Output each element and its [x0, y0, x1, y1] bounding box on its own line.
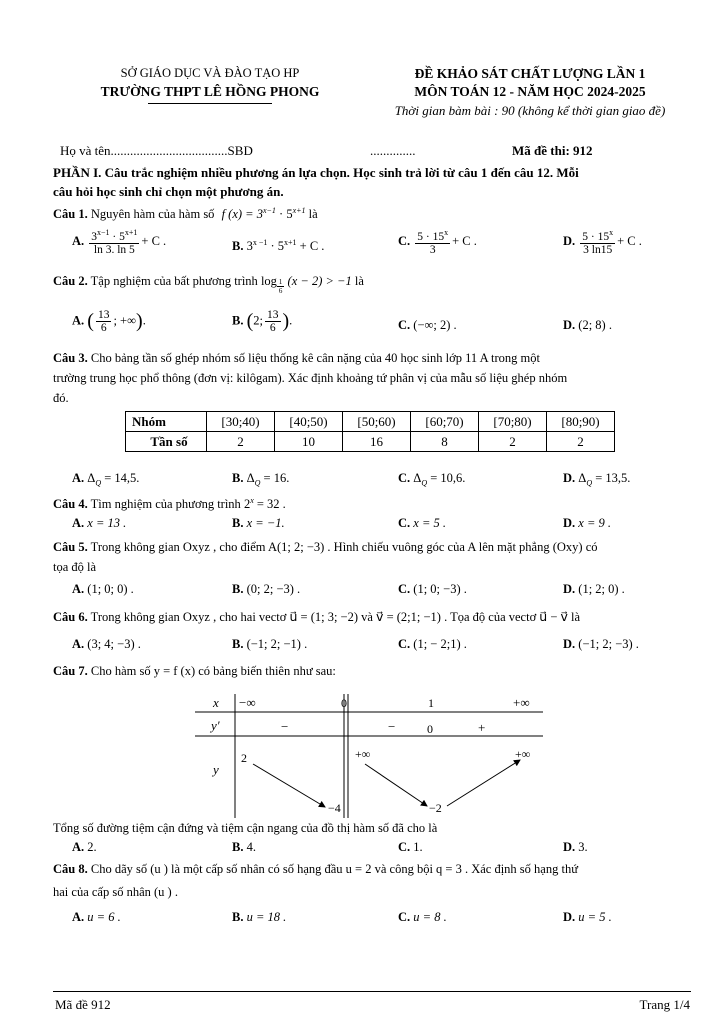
q1-option-d[interactable]: D. $\frac{5 \cdot 15^x}{3 \ln 15}$ + C .	[563, 228, 642, 256]
student-name-field: Họ và tên....................................SBD	[60, 143, 253, 158]
table-cell: 2	[207, 432, 275, 452]
table-cell: [80;90)	[547, 412, 615, 432]
y-val-neg2: −2	[429, 801, 442, 815]
part1-title: PHẦN I. Câu trắc nghiệm nhiều phương án lựa chọn. Học sinh trả lời từ câu 1 đến câu 12. Mỗi	[53, 165, 579, 180]
table-cell: 8	[411, 432, 479, 452]
q1-option-b[interactable]: B. $3^{x -1} \cdot 5^{x+1} + C$ .	[232, 238, 325, 254]
q6-option-a[interactable]: A. (3; 4; −3) .	[72, 637, 141, 651]
q1-option-c[interactable]: C. $\frac{5 \cdot 15^x}{3}$ + C .	[398, 228, 477, 256]
exam-time: Thời gian bàm bài : 90 (không kể thời gian giao đề)	[394, 103, 666, 118]
table-cell: [50;60)	[343, 412, 411, 432]
exam-subject: MÔN TOÁN 12 - NĂM HỌC 2024-2025	[414, 84, 646, 99]
question-6: Câu 6. Trong không gian Oxyz , cho hai vectơ u⃗ = (1; 3; −2) và v⃗ = (2;1; −1) . Tọa độ của vectơ u⃗ − v⃗ là	[53, 610, 581, 624]
question-2: Câu 2. Tập nghiệm của bất phương trình log $_{\frac{1}{6}}$ (x − 2) > −1 là	[53, 274, 364, 296]
question-8-line2: hai của cấp số nhân (u ) .	[53, 885, 178, 899]
q7-option-d[interactable]: D. 3.	[563, 840, 588, 854]
var-x-label: x	[213, 695, 219, 710]
exam-code: Mã đề thi: 912	[512, 143, 593, 158]
table-cell: 2	[479, 432, 547, 452]
footer-rule	[53, 991, 691, 992]
question-3: Câu 3. Cho bảng tần số ghép nhóm số liệu thống kê cân nặng của 40 học sinh lớp 11 A trong một	[53, 351, 541, 365]
q7-option-a[interactable]: A. 2.	[72, 840, 97, 854]
q2-option-b[interactable]: B. (2; $\frac{13}{6}$ ).	[232, 309, 293, 334]
sign-2: −	[388, 719, 396, 734]
table-cell: 2	[547, 432, 615, 452]
table-cell: [30;40)	[207, 412, 275, 432]
y-val-pos-inf-2: +∞	[515, 747, 531, 761]
question-3-line2: trường trung học phổ thông (đơn vị: kilôgam). Xác định khoảng tứ phân vị của mẫu số liệu ghép nhóm	[53, 371, 568, 385]
q6-option-b[interactable]: B. (−1; 2; −1) .	[232, 637, 308, 651]
x-pos-inf: +∞	[513, 695, 530, 710]
q2-option-d[interactable]: D. (2; 8) .	[563, 318, 612, 332]
table-cell: 10	[275, 432, 343, 452]
q8-option-c[interactable]: C. u = 8 .	[398, 910, 447, 924]
footer-code: Mã đề 912	[55, 997, 111, 1012]
q5-option-c[interactable]: C. (1; 0; −3) .	[398, 582, 467, 596]
sign-3: +	[478, 720, 486, 735]
q3-option-d[interactable]: D. $\Delta_Q = 13,5$.	[563, 471, 631, 488]
frequency-table	[125, 411, 615, 452]
row-label-frequency: Tần số	[126, 432, 207, 452]
x-one: 1	[428, 696, 434, 710]
exam-title: ĐỀ KHẢO SÁT CHẤT LƯỢNG LẦN 1	[414, 66, 646, 81]
y-val-neg4: −4	[328, 801, 341, 815]
y-val-pos-inf-1: +∞	[355, 747, 371, 761]
question-4: Câu 4. Tìm nghiệm của phương trình 2$^x$ = 32 .	[53, 496, 286, 512]
q2-option-c[interactable]: C. (−∞; 2) .	[398, 318, 457, 332]
sign-zero: 0	[427, 722, 433, 736]
variation-table	[195, 690, 550, 820]
q4-option-a[interactable]: A. x = 13 .	[72, 516, 127, 530]
department: SỞ GIÁO DỤC VÀ ĐÀO TẠO HP	[120, 66, 300, 80]
part1-title-cont: câu hỏi học sinh chỉ chọn một phương án.	[53, 184, 284, 199]
table-cell: 16	[343, 432, 411, 452]
x-neg-inf: −∞	[239, 695, 256, 710]
table-cell: [60;70)	[411, 412, 479, 432]
q8-option-b[interactable]: B. u = 18 .	[232, 910, 287, 924]
school-name: TRƯỜNG THPT LÊ HỒNG PHONG	[100, 84, 320, 99]
header-underline	[148, 103, 272, 104]
q3-option-a[interactable]: A. $\Delta_Q = 14,5$.	[72, 471, 140, 488]
q8-option-a[interactable]: A. u = 6 .	[72, 910, 121, 924]
row-label-group: Nhóm	[126, 412, 207, 432]
question-7-text: Tổng số đường tiệm cận đứng và tiệm cận ngang của đồ thị hàm số đã cho là	[53, 821, 438, 835]
y-val-2: 2	[241, 751, 247, 765]
q7-option-b[interactable]: B. 4.	[232, 840, 256, 854]
question-5-line2: tọa độ là	[53, 560, 97, 574]
x-zero: 0	[341, 696, 347, 710]
q4-option-b[interactable]: B. x = −1.	[232, 516, 285, 530]
question-5: Câu 5. Trong không gian Oxyz , cho điểm A(1; 2; −3) . Hình chiếu vuông góc của A lên mặt phẳng (Oxy) có	[53, 540, 598, 554]
q3-option-b[interactable]: B. $\Delta_Q = 16$.	[232, 471, 290, 488]
sbd-dots: ..............	[370, 143, 416, 158]
q4-option-d[interactable]: D. x = 9 .	[563, 516, 612, 530]
footer-page: Trang 1/4	[639, 997, 690, 1012]
q5-option-a[interactable]: A. (1; 0; 0) .	[72, 582, 134, 596]
q6-option-c[interactable]: C. (1; − 2;1) .	[398, 637, 467, 651]
question-1: Câu 1. Nguyên hàm của hàm số f $(x) = 3^{x-1} \cdot 5^{x+1}$ là	[53, 206, 318, 222]
var-y-label: y	[213, 762, 219, 777]
q2-option-a[interactable]: A. ( $\frac{13}{6}$ ; +∞).	[72, 309, 146, 334]
q6-option-d[interactable]: D. (−1; 2; −3) .	[563, 637, 639, 651]
table-row	[126, 412, 615, 432]
question-7: Câu 7. Cho hàm số y = f (x) có bảng biến thiên như sau:	[53, 664, 336, 678]
q8-option-d[interactable]: D. u = 5 .	[563, 910, 612, 924]
question-8: Câu 8. Cho dãy số (u ) là một cấp số nhân có số hạng đầu u = 2 và công bội q = 3 . Xác định số hạng thứ	[53, 862, 578, 876]
sign-1: −	[281, 719, 289, 734]
q1-option-a[interactable]: A. $\frac{3^{x-1} \cdot 5^{x+1}}{\ln 3. \ln 5}$ + C .	[72, 228, 167, 256]
var-yp-label: y′	[211, 718, 220, 733]
q5-option-b[interactable]: B. (0; 2; −3) .	[232, 582, 301, 596]
table-row	[126, 432, 615, 452]
q3-option-c[interactable]: C. $\Delta_Q = 10,6$.	[398, 471, 466, 488]
question-3-line3: đó.	[53, 391, 69, 405]
q7-option-c[interactable]: C. 1.	[398, 840, 423, 854]
table-cell: [40;50)	[275, 412, 343, 432]
table-cell: [70;80)	[479, 412, 547, 432]
q4-option-c[interactable]: C. x = 5 .	[398, 516, 447, 530]
q5-option-d[interactable]: D. (1; 2; 0) .	[563, 582, 625, 596]
